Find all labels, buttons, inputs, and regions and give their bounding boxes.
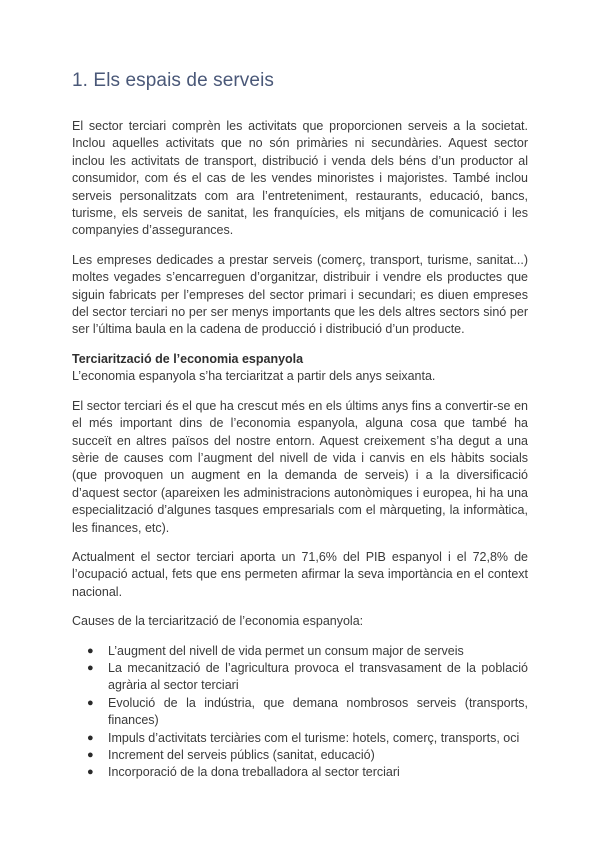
list-item-text: Increment del serveis públics (sanitat, educació) <box>108 748 375 762</box>
list-item-text: La mecanització de l’agricultura provoca el transvasament de la població agrària al sector terciari <box>108 660 528 693</box>
list-item <box>87 764 528 781</box>
causes-intro: Causes de la terciarització de l’economia espanyola: <box>72 614 364 629</box>
list-item <box>87 730 528 747</box>
bullet-icon: ● <box>87 749 94 761</box>
bullet-icon: ● <box>87 661 94 674</box>
bullet-icon: ● <box>87 644 94 657</box>
list-item-text: Impuls d’activitats terciàries com el turisme: hotels, comerç, transports, oci <box>108 730 520 745</box>
list-item <box>87 660 528 695</box>
bullet-icon: ● <box>87 696 94 709</box>
section-title: Terciarització de l’economia espanyola <box>72 351 304 366</box>
bullet-icon: ● <box>87 731 94 744</box>
bullet-icon: ● <box>87 766 94 779</box>
intro-paragraph-2: Les empreses dedicades a prestar serveis (comerç, transport, turisme, sanitat...) moltes vegades s’encarreguen d’organitzar, distribuir i vendre els productes que siguin fabricats per l’empreses del sector primari i secundari; es diuen empreses del sector terciari no per ser menys importants que les dels altres sectors sinó per ser l’última baula en la cadena de producció i distribució d’un producte. <box>72 252 528 337</box>
list-item-text: Evolució de la indústria, que demana nombrosos serveis (transports, finances) <box>108 695 528 728</box>
section-paragraph-1: El sector terciari és el que ha crescut més en els últims anys fins a convertir-se en el més important dins de l’economia espanyola, alguna cosa que també ha succeït en altres països del nostre entorn. Aquest creixement s’ha degut a una sèrie de causes com l’augment del nivell de vida i canvis en els hàbits socials (que provoquen un augment en la demanda de serveis) i a la diversificació d’aquest sector (apareixen les administracions autonòmiques i europea, hi ha una especialització d’algunes tasques empresarials com el màrqueting, la informàtica, les finances, etc). <box>72 398 528 535</box>
list-item-text: L’augment del nivell de vida permet un consum major de serveis <box>108 643 464 658</box>
section-lead: L’economia espanyola s’ha terciaritzat a partir dels anys seixanta. <box>72 369 436 384</box>
causes-list <box>72 643 528 782</box>
list-item-text: Incorporació de la dona treballadora al sector terciari <box>108 765 400 780</box>
section-paragraph-2: Actualment el sector terciari aporta un 71,6% del PIB espanyol i el 72,8% de l’ocupació actual, fets que ens permeten afirmar la seva importància en el context nacional. <box>72 549 528 599</box>
list-item <box>87 643 528 660</box>
intro-paragraph-1: El sector terciari comprèn les activitats que proporcionen serveis a la societat. Inclou aquelles activitats que no són primàries ni secundàries. Aquest sector inclou les activitats de transport, distribució i venda dels béns d’un productor al consumidor, com és el cas de les vendes minoristes i majoristes. També inclou serveis personalitzats com ara l’entreteniment, restaurants, educació, bancs, turisme, els serveis de sanitat, les franquícies, els mitjans de comunicació i les companyies d’assegurances. <box>72 119 528 238</box>
list-item <box>87 695 528 730</box>
list-item <box>87 747 528 764</box>
page-title: 1. Els espais de serveis <box>72 70 274 91</box>
